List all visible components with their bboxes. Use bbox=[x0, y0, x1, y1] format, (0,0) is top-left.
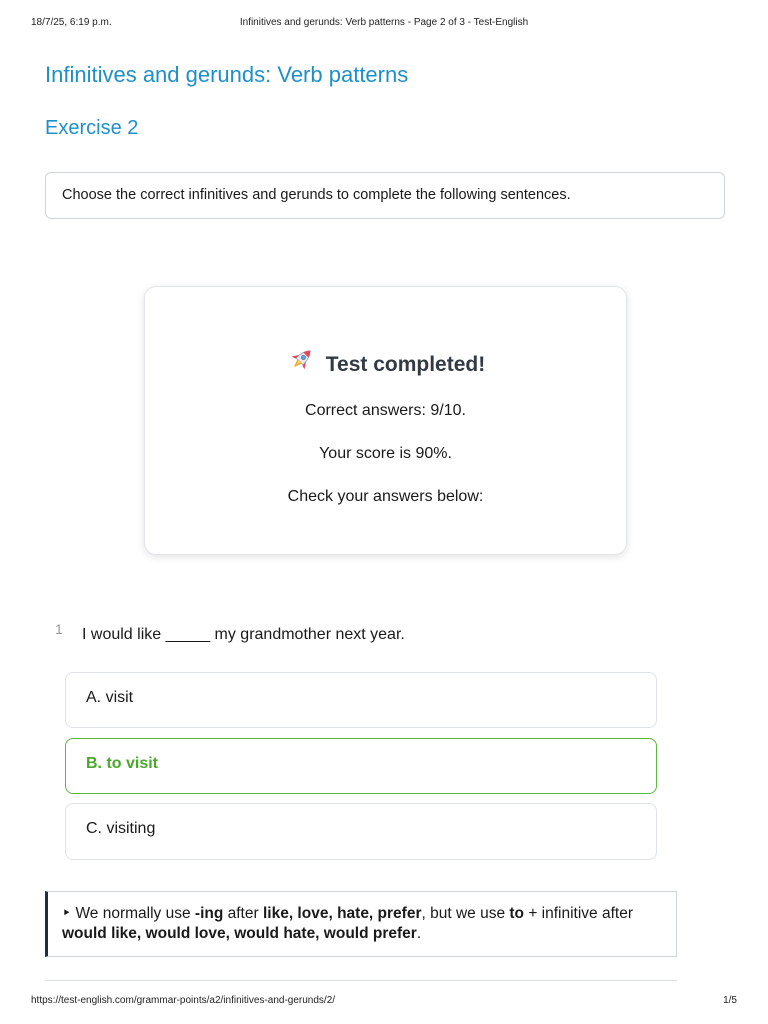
check-answers-text: Check your answers below: bbox=[287, 488, 484, 505]
result-heading bbox=[145, 345, 626, 381]
explanation-text-3: , but we use bbox=[421, 905, 510, 922]
instructions-text: Choose the correct infinitives and gerunds to complete the following sentences. bbox=[62, 187, 571, 203]
answer-option-a[interactable] bbox=[65, 672, 657, 728]
explanation-bold-2: like, love, hate, prefer bbox=[262, 905, 422, 922]
question-number: 1 bbox=[55, 621, 63, 637]
correct-answers-text: Correct answers: 9/10. bbox=[305, 402, 466, 419]
explanation-text-5: . bbox=[416, 925, 422, 942]
exercise-title: Exercise 2 bbox=[45, 117, 139, 139]
answer-option-a-label: A. visit bbox=[86, 689, 134, 706]
explanation-bold-3: to bbox=[509, 905, 525, 922]
bullet-icon: ‣ bbox=[62, 905, 72, 922]
answer-option-c-label: C. visiting bbox=[86, 820, 156, 837]
divider bbox=[45, 980, 677, 981]
explanation-bold-1: -ing bbox=[194, 905, 224, 922]
rocket-icon bbox=[286, 345, 316, 381]
answer-option-b-correct[interactable] bbox=[65, 738, 657, 794]
print-url: https://test-english.com/grammar-points/a2/infinitives-and-gerunds/2/ bbox=[31, 995, 336, 1006]
answer-option-b-label: B. to visit bbox=[86, 755, 159, 772]
print-document-title: Infinitives and gerunds: Verb patterns - Page 2 of 3 - Test-English bbox=[239, 17, 529, 28]
answer-option-c[interactable] bbox=[65, 803, 657, 860]
page-title: Infinitives and gerunds: Verb patterns bbox=[45, 62, 409, 87]
print-date: 18/7/25, 6:19 p.m. bbox=[31, 17, 112, 28]
instructions-box bbox=[45, 172, 725, 219]
result-heading-text: Test completed! bbox=[325, 353, 486, 376]
explanation-box bbox=[45, 891, 677, 957]
print-page-number: 1/5 bbox=[723, 995, 737, 1006]
score-text: Your score is 90%. bbox=[319, 445, 452, 462]
question-text: I would like _____ my grandmother next year. bbox=[82, 626, 405, 643]
print-footer bbox=[31, 995, 737, 1009]
explanation-text-4: + infinitive after bbox=[524, 905, 633, 922]
result-card bbox=[144, 286, 627, 555]
explanation-text-2: after bbox=[223, 905, 263, 922]
print-header bbox=[31, 17, 737, 31]
explanation-bold-4: would like, would love, would hate, would prefer bbox=[62, 925, 417, 942]
explanation-text-1: We normally use bbox=[71, 905, 195, 922]
